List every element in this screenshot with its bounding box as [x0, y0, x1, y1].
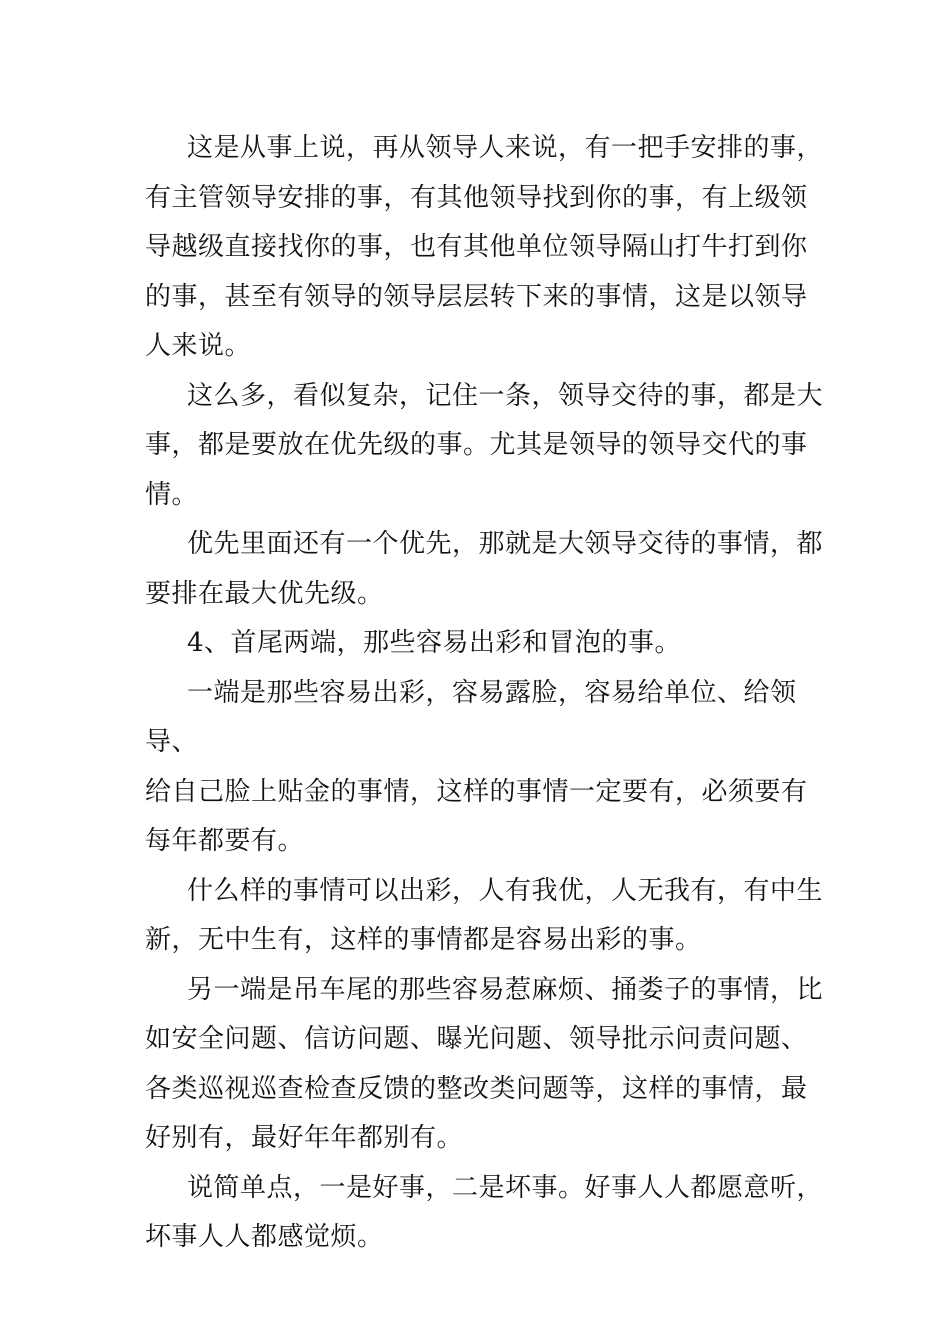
paragraph: 一端是那些容易出彩，容易露脸，容易给单位、给领导、 给自己脸上贴金的事情，这样的事情一定要有，必须要有 每年都要有。 [145, 677, 808, 856]
paragraph: 这是从事上说，再从领导人来说，有一把手安排的事， 有主管领导安排的事，有其他领导找到你的事，有上级领 导越级直接找你的事，也有其他单位领导隔山打牛打到你 的事，甚至有领导的领导层层转下来的事情，这是以领导 人来说。 [145, 133, 824, 361]
paragraph: 什么样的事情可以出彩，人有我优，人无我有，有中生 新，无中生有，这样的事情都是容易出彩的事。 [145, 875, 824, 955]
paragraph: 这么多，看似复杂，记住一条，领导交待的事，都是大 事，都是要放在优先级的事。尤其是领导的领导交代的事 情。 [145, 380, 824, 510]
paragraph: 另一端是吊车尾的那些容易惹麻烦、捅娄子的事情，比 如安全问题、信访问题、曝光问题、领导批示问责问题、 各类巡视巡查检查反馈的整改类问题等，这样的事情，最 好别有，最好年年都别有。 [145, 974, 824, 1153]
document-body [145, 124, 825, 1263]
section-heading: 4、首尾两端，那些容易出彩和冒泡的事。 [187, 628, 682, 658]
paragraph: 优先里面还有一个优先，那就是大领导交待的事情，都 要排在最大优先级。 [145, 529, 824, 609]
paragraph: 说简单点，一是好事，二是坏事。好事人人都愿意听， 坏事人人都感觉烦。 [145, 1172, 824, 1252]
